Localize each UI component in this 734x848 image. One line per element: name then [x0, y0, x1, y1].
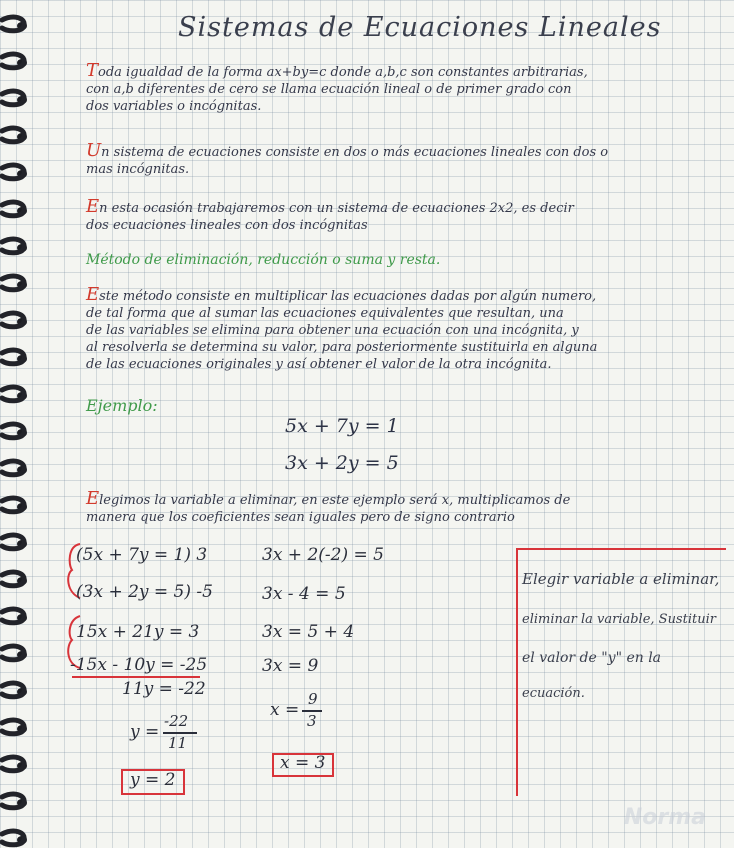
text-line: legimos la variable a eliminar, en este ejemplo será x, multiplicamos de: [99, 493, 571, 508]
paragraph-eliminate: [86, 490, 570, 526]
work-line: 3x = 9: [262, 656, 319, 676]
drop-letter: E: [86, 196, 100, 217]
fraction-numerator: 9: [308, 690, 318, 708]
spiral-ring: [2, 17, 27, 31]
notes-frame-left: [516, 548, 518, 796]
text-line: mas incógnitas.: [86, 162, 190, 177]
drop-letter: T: [86, 60, 99, 81]
spiral-ring: [2, 609, 27, 623]
work-line: y =: [130, 722, 160, 742]
text-line: n sistema de ecuaciones consiste en dos o más ecuaciones lineales con dos o: [101, 145, 609, 160]
spiral-ring: [2, 424, 27, 438]
spiral-ring: [2, 794, 27, 808]
work-line: -15x - 10y = -25: [70, 655, 208, 675]
paragraph-system: [86, 142, 608, 178]
text-line: oda igualdad de la forma ax+by=c donde a,b,c son constantes arbitrarias,: [98, 65, 588, 80]
work-line: 3x - 4 = 5: [262, 584, 346, 604]
example-label: Ejemplo:: [86, 396, 158, 415]
spiral-ring: [2, 387, 27, 401]
work-line: 3x = 5 + 4: [262, 622, 355, 642]
brand-logo: Norma: [623, 805, 706, 830]
spiral-ring: [2, 350, 27, 364]
spiral-ring: [2, 572, 27, 586]
work-line: x =: [270, 700, 300, 720]
page-title: Sistemas de Ecuaciones Lineales: [178, 12, 662, 43]
spiral-ring: [2, 239, 27, 253]
drop-letter: U: [86, 140, 102, 161]
result-y: y = 2: [130, 770, 176, 790]
fraction-numerator: -22: [164, 712, 189, 730]
work-line: (5x + 7y = 1) 3: [76, 545, 208, 565]
text-line: n esta ocasión trabajaremos con un sistema de ecuaciones 2x2, es decir: [99, 201, 574, 216]
text-line: al resolverla se determina su valor, para posteriormente sustituirla en alguna: [86, 340, 598, 355]
equation-2: 3x + 2y = 5: [285, 452, 399, 474]
paragraph-definition: [86, 62, 588, 115]
text-line: de las variables se elimina para obtener una ecuación con una incógnita, y: [86, 323, 579, 338]
fraction-denominator: 3: [307, 712, 317, 730]
result-x: x = 3: [280, 753, 326, 773]
side-note: eliminar la variable, Sustituir: [522, 612, 716, 627]
text-line: manera que los coeficientes sean iguales pero de signo contrario: [86, 510, 515, 525]
text-line: dos variables o incógnitas.: [86, 99, 262, 114]
notes-frame-top: [516, 548, 726, 550]
spiral-ring: [2, 757, 27, 771]
side-note: el valor de "y" en la: [522, 650, 662, 666]
equation-1: 5x + 7y = 1: [285, 415, 399, 437]
text-line: de tal forma que al sumar las ecuaciones equivalentes que resultan, una: [86, 306, 564, 321]
sum-line: [72, 676, 200, 678]
spiral-ring: [2, 461, 27, 475]
work-line: (3x + 2y = 5) -5: [76, 582, 213, 602]
side-note: ecuación.: [522, 686, 585, 701]
spiral-binding: [0, 0, 36, 848]
spiral-ring: [2, 313, 27, 327]
work-line: 3x + 2(-2) = 5: [262, 545, 384, 565]
spiral-ring: [2, 720, 27, 734]
spiral-ring: [2, 498, 27, 512]
text-line: ste método consiste en multiplicar las ecuaciones dadas por algún numero,: [99, 289, 597, 304]
work-line: 15x + 21y = 3: [76, 622, 200, 642]
text-line: de las ecuaciones originales y así obtener el valor de la otra incógnita.: [86, 357, 552, 372]
spiral-ring: [2, 165, 27, 179]
text-line: con a,b diferentes de cero se llama ecuación lineal o de primer grado con: [86, 82, 572, 97]
spiral-ring: [2, 646, 27, 660]
spiral-ring: [2, 202, 27, 216]
spiral-ring: [2, 535, 27, 549]
spiral-ring: [2, 54, 27, 68]
spiral-ring: [2, 831, 27, 845]
spiral-ring: [2, 91, 27, 105]
spiral-ring: [2, 683, 27, 697]
spiral-ring: [2, 128, 27, 142]
side-note: Elegir variable a eliminar,: [522, 570, 720, 588]
paragraph-method: [86, 286, 597, 373]
drop-letter: E: [86, 284, 100, 305]
drop-letter: E: [86, 488, 100, 509]
text-line: dos ecuaciones lineales con dos incógnitas: [86, 218, 368, 233]
spiral-ring: [2, 276, 27, 290]
fraction-denominator: 11: [168, 734, 188, 752]
method-heading: Método de eliminación, reducción o suma y resta.: [86, 252, 441, 268]
paragraph-2x2: [86, 198, 574, 234]
work-line: 11y = -22: [122, 679, 206, 699]
